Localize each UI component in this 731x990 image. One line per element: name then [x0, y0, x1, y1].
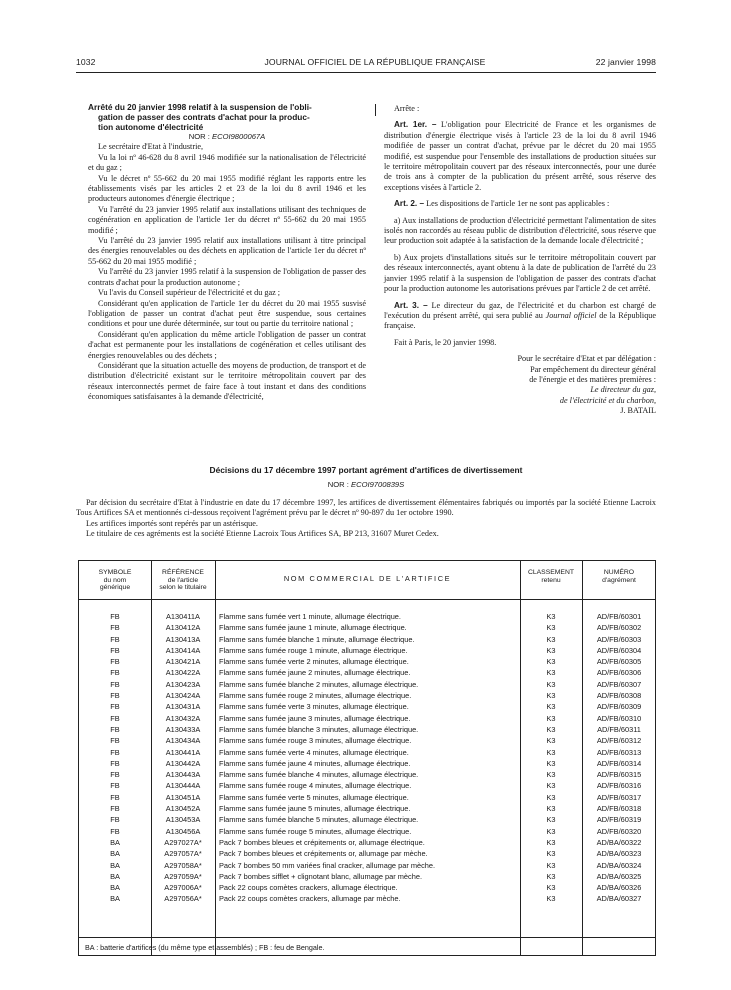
article-text: Les dispositions de l'article 1er ne sont pas applicables :	[426, 199, 610, 209]
table-footnote: BA : batterie d'artifices (du même type et assemblés) ; FB : feu de Bengale.	[85, 943, 325, 952]
signatory: J. BATAIL	[620, 406, 656, 416]
header-line: RÉFÉRENCE	[162, 569, 204, 576]
decisions-nor	[76, 480, 656, 489]
paragraph: Par décision du secrétaire d'Etat à l'industrie en date du 17 décembre 1997, les artifices de divertissement élémentaires fabriqués ou importés par la société Etienne Lacroix Tous Artifices SA et mentionnés ci-dessous reçoivent l'agrément prévu par le décret nº 90-897 du 1er octobre 1990.	[76, 498, 656, 518]
row-reference: A130432A	[165, 713, 201, 723]
issue-date: 22 janvier 1998	[595, 57, 656, 67]
row-numero: AD/FB/60309	[596, 702, 642, 712]
row-numero: AD/BA/60324	[596, 860, 642, 870]
row-classement: K3	[546, 736, 556, 746]
row-numero: AD/BA/60322	[596, 837, 642, 847]
row-name: Pack 7 bombes bleues et crépitements or, allumage par mèche.	[219, 849, 428, 859]
arrete-title-line: gation de passer des contrats d'achat pour la produc-	[98, 112, 310, 122]
row-classement: K3	[546, 623, 556, 633]
paragraph: Vu l'arrêté du 23 janvier 1995 relatif à la suspension de l'obligation de passer des contrats d'achat pour la production autonome ;	[88, 267, 366, 287]
row-reference: A130424A	[165, 691, 201, 701]
row-reference: A130413A	[165, 634, 201, 644]
row-name: Flamme sans fumée jaune 3 minutes, allumage électrique.	[219, 713, 411, 723]
row-symbol: FB	[110, 713, 120, 723]
row-numero: AD/FB/60315	[596, 770, 642, 780]
row-reference: A130441A	[165, 747, 201, 757]
row-name: Flamme sans fumée blanche 4 minutes, allumage électrique.	[219, 770, 419, 780]
arrete-title-line: Arrêté du 20 janvier 1998 relatif à la suspension de l'obli-	[88, 102, 312, 112]
paragraph: Vu l'avis du Conseil supérieur de l'électricité et du gaz ;	[98, 288, 281, 298]
decisions-title: Décisions du 17 décembre 1997 portant agrément d'artifices de divertissement	[209, 465, 523, 475]
row-name: Pack 7 bombes bleues et crépitements or, allumage électrique.	[219, 837, 425, 847]
row-numero: AD/BA/60323	[596, 849, 642, 859]
arrete-right-column	[384, 104, 656, 417]
paragraph: Vu l'arrêté du 23 janvier 1995 relatif aux installations utilisant à titre principal des énergies renouvelables ou des déchets en application de l'article 1er du décret nº 55-662 du 20 mai 1955 modifié ;	[88, 236, 366, 266]
column-numero	[582, 611, 656, 905]
paragraph: Vu le décret nº 55-662 du 20 mai 1955 modifié réglant les rapports entre les établissements visés par les articles 2 et 23 de la loi du 8 avril 1946 et les producteurs autonomes d'énergie électrique ;	[88, 173, 366, 204]
row-reference: A130414A	[165, 645, 201, 655]
row-name: Flamme sans fumée jaune 5 minutes, allumage électrique.	[219, 804, 411, 814]
row-symbol: FB	[110, 679, 120, 689]
row-name: Flamme sans fumée blanche 2 minutes, allumage électrique.	[219, 679, 419, 689]
header-line: retenu	[541, 576, 561, 584]
article-text: L'obligation pour Electricité de France et les organismes de distribution d'énergie électrique visés à l'article 23 de la loi du 8 avril 1946 modifiée de passer un contrat d'achat, prévue par le décret du 20 mai 1955 modifié, est suspendue pour l'ensemble des installations de production situées sur le territoire métropolitain couvert par des réseaux interconnectés, pour une durée de trois ans à compter de la publication du présent arrêté, sous réserve des exceptions visées à l'article 2.	[384, 120, 657, 192]
row-reference: A130452A	[165, 804, 201, 814]
row-reference: A130411A	[166, 612, 200, 621]
paragraph: Considérant qu'en application de l'article 1er du décret du 20 mai 1955 susvisé l'obligation de passer un contrat d'achat peut être suspendue, sous certaines conditions et pour une durée déterminée, sur tout ou partie du territoire national ;	[88, 298, 366, 329]
article-2-item: b) Aux projets d'installations situés sur le territoire métropolitain couvert par des réseaux interconnectés, ayant obtenu à la date de publication de l'arrêté du 23 janvier 1995 relatif à la suspension de l'obligation de passer des contrats d'achat pour la production autonome les autorisations prévues par l'article 2 de cet arrêté.	[384, 252, 656, 294]
row-name: Flamme sans fumée blanche 1 minute, allumage électrique.	[219, 634, 415, 644]
row-reference: A130456A	[165, 826, 201, 836]
row-symbol: BA	[110, 837, 120, 847]
row-symbol: FB	[110, 826, 120, 836]
decisions-body	[76, 498, 656, 540]
row-classement: K3	[546, 747, 556, 757]
row-reference: A130421A	[165, 657, 201, 667]
row-classement: K3	[546, 883, 556, 893]
row-numero: AD/FB/60304	[596, 645, 642, 655]
row-classement: K3	[546, 679, 556, 689]
row-numero: AD/FB/60303	[596, 634, 642, 644]
row-classement: K3	[546, 668, 556, 678]
header-line: de l'article	[167, 576, 199, 584]
row-name: Flamme sans fumée jaune 4 minutes, allumage électrique.	[219, 758, 411, 768]
column-classement	[520, 611, 582, 905]
row-reference: A130412A	[165, 623, 201, 633]
row-reference: A130423A	[165, 679, 201, 689]
journal-name: Journal officiel	[545, 310, 597, 320]
row-symbol: FB	[110, 747, 120, 757]
arrete-word: Arrête :	[394, 104, 420, 113]
row-name: Flamme sans fumée verte 2 minutes, allumage électrique.	[219, 657, 409, 667]
row-classement: K3	[546, 758, 556, 768]
nor-code: ECOI9700839S	[351, 480, 405, 489]
signature-line: Le directeur du gaz,	[590, 385, 656, 395]
row-classement: K3	[546, 634, 556, 644]
row-name: Flamme sans fumée rouge 4 minutes, allumage électrique.	[219, 781, 412, 791]
signature-line: de l'énergie et des matières premières :	[529, 374, 656, 384]
row-reference: A130431A	[165, 702, 201, 712]
row-classement: K3	[546, 702, 556, 712]
row-symbol: FB	[110, 758, 120, 768]
row-classement: K3	[546, 792, 556, 802]
header-line: NUMÉRO	[603, 569, 635, 576]
row-classement: K3	[546, 713, 556, 723]
signature-block	[384, 354, 656, 416]
row-symbol: FB	[110, 623, 120, 633]
row-symbol: FB	[110, 781, 120, 791]
header-classement	[520, 569, 582, 584]
article-2	[384, 199, 656, 209]
row-name: Flamme sans fumée verte 5 minutes, allumage électrique.	[219, 792, 409, 802]
row-symbol: FB	[110, 657, 120, 667]
row-classement: K3	[546, 724, 556, 734]
row-reference: A297058A*	[164, 860, 202, 870]
arrete-nor	[88, 132, 366, 142]
row-name: Flamme sans fumée jaune 1 minute, allumage électrique.	[219, 623, 407, 633]
row-name: Flamme sans fumée vert 1 minute, allumage électrique.	[219, 612, 401, 621]
row-symbol: FB	[110, 770, 120, 780]
row-numero: AD/FB/60314	[596, 758, 642, 768]
header-line: générique	[99, 584, 131, 592]
signature-line: Par empêchement du directeur général	[530, 364, 656, 374]
row-numero: AD/FB/60317	[596, 792, 642, 802]
row-numero: AD/BA/60327	[596, 894, 642, 904]
row-numero: AD/FB/60316	[596, 781, 642, 791]
paragraph: Vu l'arrêté du 23 janvier 1995 relatif aux installations utilisant des techniques de cogénération en application de l'article 1er du décret nº 55-662 du 20 mai 1955 modifié ;	[88, 204, 366, 235]
row-classement: K3	[546, 804, 556, 814]
row-name: Flamme sans fumée blanche 3 minutes, allumage électrique.	[219, 724, 419, 734]
row-classement: K3	[546, 657, 556, 667]
row-reference: A130443A	[165, 770, 201, 780]
row-reference: A130434A	[165, 736, 201, 746]
row-symbol: FB	[110, 645, 120, 655]
row-symbol: FB	[110, 792, 120, 802]
row-numero: AD/FB/60306	[596, 668, 642, 678]
row-symbol: FB	[110, 634, 120, 644]
row-reference: A130444A	[165, 781, 201, 791]
row-classement: K3	[546, 815, 556, 825]
row-reference: A297006A*	[164, 883, 202, 893]
row-name: Pack 7 bombes sifflet + clignotant blanc, allumage par mèche.	[219, 871, 423, 881]
row-classement: K3	[546, 871, 556, 881]
arrete-title-line: tion autonome d'électricité	[98, 122, 204, 132]
paragraph: Le titulaire de ces agréments est la société Etienne Lacroix Tous Artifices SA, BP 213, 31607 Muret Cedex.	[86, 529, 439, 539]
row-numero: AD/FB/60305	[596, 657, 642, 667]
row-classement: K3	[546, 860, 556, 870]
row-name: Flamme sans fumée rouge 3 minutes, allumage électrique.	[219, 736, 412, 746]
row-classement: K3	[546, 645, 556, 655]
row-classement: K3	[546, 770, 556, 780]
row-reference: A130451A	[165, 792, 201, 802]
column-rule	[215, 561, 216, 955]
paragraph: Considérant que la situation actuelle des moyens de production, de transport et de distribution d'électricité existant sur le territoire métropolitain couvert par des réseaux interconnectés permet de faire face à tout instant et dans des conditions économiques satisfaisantes à la demande d'électricité,	[88, 360, 366, 402]
paragraph: Les artifices importés sont repérés par un astérisque.	[86, 518, 258, 528]
row-name: Pack 7 bombes 50 mm variées final cracker, allumage par mèche.	[219, 860, 436, 870]
arrete-left-column	[88, 102, 366, 403]
row-symbol: BA	[110, 883, 120, 893]
row-numero: AD/BA/60325	[596, 871, 642, 881]
row-reference: A297057A*	[164, 849, 202, 859]
row-name: Flamme sans fumée rouge 2 minutes, allumage électrique.	[219, 691, 412, 701]
header-line: selon le titulaire	[159, 584, 207, 592]
row-symbol: FB	[110, 804, 120, 814]
row-numero: AD/FB/60301	[596, 612, 642, 621]
article-label: Art. 2. –	[394, 199, 425, 209]
row-numero: AD/FB/60307	[596, 679, 642, 689]
row-name: Flamme sans fumée blanche 5 minutes, allumage électrique.	[219, 815, 419, 825]
header-numero	[582, 569, 656, 584]
nor-label: NOR :	[188, 132, 210, 141]
done-at: Fait à Paris, le 20 janvier 1998.	[394, 337, 497, 347]
article-text: de la République française.	[384, 310, 657, 331]
row-numero: AD/FB/60311	[597, 724, 641, 734]
journal-title: JOURNAL OFFICIEL DE LA RÉPUBLIQUE FRANÇAISE	[264, 57, 486, 67]
row-numero: AD/FB/60319	[596, 815, 642, 825]
row-name: Pack 22 coups comètes crackers, allumage par mèche.	[219, 894, 401, 904]
row-numero: AD/FB/60313	[596, 747, 642, 757]
row-reference: A297059A*	[164, 871, 202, 881]
row-reference: A130453A	[165, 815, 201, 825]
row-symbol: BA	[110, 871, 120, 881]
column-symbol	[79, 611, 151, 905]
row-symbol: FB	[110, 724, 120, 734]
row-classement: K3	[546, 826, 556, 836]
article-label: Art. 3. –	[394, 300, 428, 310]
row-numero: AD/FB/60312	[596, 736, 642, 746]
row-symbol: FB	[110, 612, 120, 621]
column-name	[219, 611, 519, 905]
footnote-rule	[79, 937, 655, 938]
signature-line: de l'électricité et du charbon,	[559, 395, 656, 405]
paragraph: Considérant qu'en application du même article l'obligation de passer un contrat d'achat est permanente pour les installations de cogénération et celles utilisant des énergies renouvelables ou des déchets ;	[88, 329, 366, 360]
row-reference: A130442A	[165, 758, 201, 768]
row-symbol: FB	[110, 815, 120, 825]
article-1	[384, 120, 656, 193]
row-classement: K3	[546, 894, 556, 904]
paragraph: Vu la loi nº 46-628 du 8 avril 1946 modifiée sur la nationalisation de l'électricité et du gaz ;	[88, 152, 366, 173]
row-classement: K3	[546, 781, 556, 791]
row-numero: AD/FB/60302	[596, 623, 642, 633]
row-numero: AD/BA/60326	[596, 883, 642, 893]
header-symbol	[79, 569, 151, 592]
row-numero: AD/FB/60320	[596, 826, 642, 836]
header-rule	[76, 72, 656, 73]
row-classement: K3	[546, 612, 556, 621]
row-numero: AD/FB/60318	[596, 804, 642, 814]
signature-line: Pour le secrétaire d'Etat et par délégation :	[517, 354, 656, 364]
header-line: du nom	[103, 576, 127, 584]
row-numero: AD/FB/60308	[596, 691, 642, 701]
row-symbol: BA	[110, 849, 120, 859]
row-name: Flamme sans fumée verte 4 minutes, allumage électrique.	[219, 747, 409, 757]
header-rule	[79, 599, 655, 600]
row-symbol: FB	[110, 736, 120, 746]
row-name: Flamme sans fumée verte 3 minutes, allumage électrique.	[219, 702, 409, 712]
page-number: 1032	[76, 57, 96, 67]
article-3	[384, 301, 656, 332]
row-name: Flamme sans fumée rouge 5 minutes, allumage électrique.	[219, 826, 412, 836]
row-reference: A130422A	[165, 668, 201, 678]
column-separator	[375, 104, 376, 116]
nor-code: ECOI9800067A	[212, 132, 266, 141]
row-name: Flamme sans fumée rouge 1 minute, allumage électrique.	[219, 645, 408, 655]
row-symbol: BA	[110, 860, 120, 870]
row-classement: K3	[546, 691, 556, 701]
row-classement: K3	[546, 837, 556, 847]
header-name: NOM COMMERCIAL DE L'ARTIFICE	[283, 574, 452, 583]
article-text: Le directeur du gaz, de l'électricité et du charbon est chargé de l'exécution du présent arrêté, qui sera publié au	[384, 300, 656, 320]
header-reference	[151, 569, 215, 592]
row-reference: A130433A	[165, 724, 201, 734]
row-symbol: FB	[110, 702, 120, 712]
header-line: CLASSEMENT	[527, 569, 575, 576]
header-line: SYMBOLE	[98, 569, 132, 576]
row-numero: AD/FB/60310	[596, 713, 642, 723]
article-label: Art. 1er. –	[394, 120, 437, 130]
row-name: Pack 22 coups comètes crackers, allumage électrique.	[219, 883, 398, 893]
row-reference: A297056A*	[164, 894, 202, 904]
row-reference: A297027A*	[164, 837, 202, 847]
row-symbol: FB	[110, 691, 120, 701]
artifices-table	[78, 560, 656, 956]
header-line: d'agrément	[602, 576, 636, 584]
paragraph: Le secrétaire d'Etat à l'industrie,	[98, 142, 204, 152]
column-reference	[151, 611, 215, 905]
row-name: Flamme sans fumée jaune 2 minutes, allumage électrique.	[219, 668, 411, 678]
row-classement: K3	[546, 849, 556, 859]
row-symbol: FB	[110, 668, 120, 678]
nor-label: NOR :	[327, 480, 349, 489]
article-2-item: a) Aux installations de production d'électricité permettant l'alimentation de sites isolés non raccordés au réseau public de distribution d'électricité, sous réserve que leur production soit adaptée à la satisfaction de la demande locale d'électricité ;	[384, 215, 656, 246]
row-symbol: BA	[110, 894, 120, 904]
